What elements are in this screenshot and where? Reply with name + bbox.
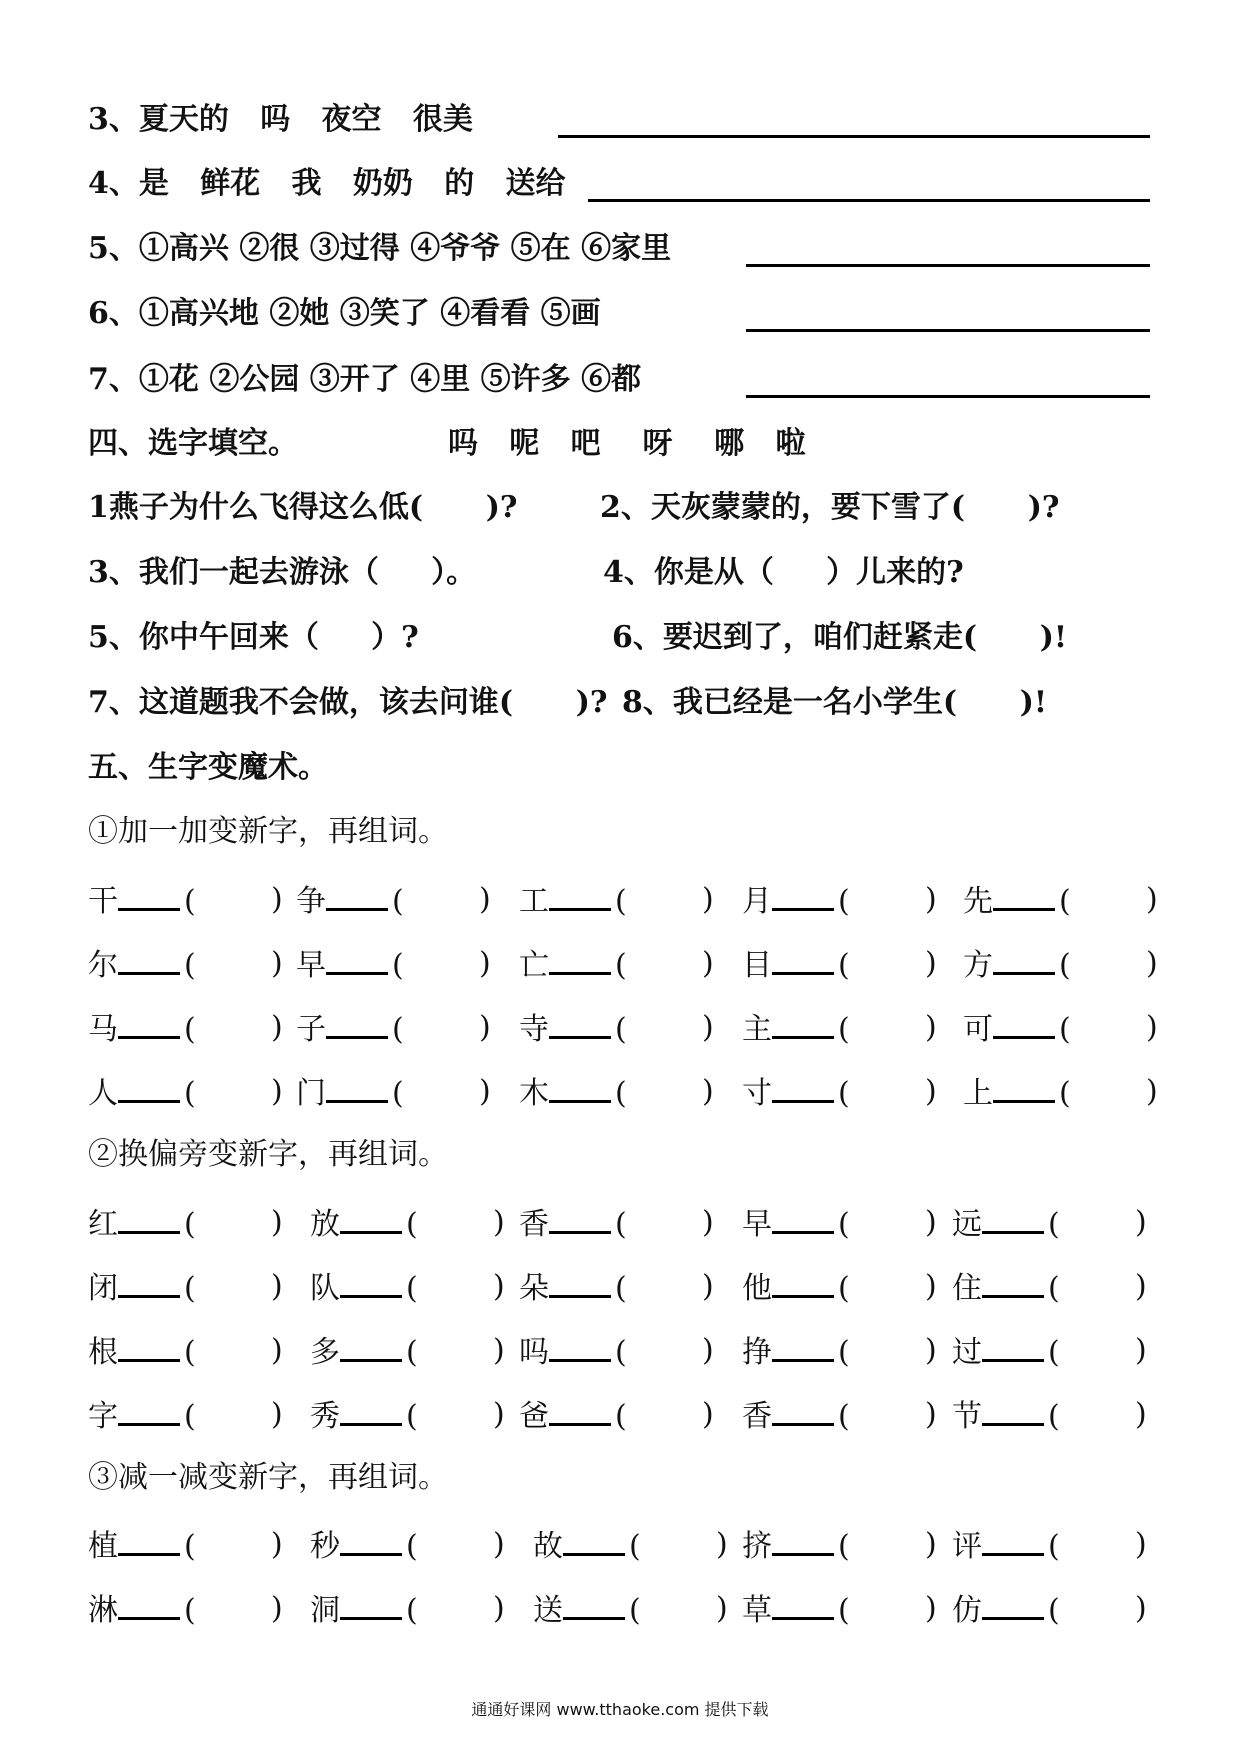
question-2: 2、天灰蒙蒙的，要下雪了( )? (600, 490, 1060, 525)
base-char: 字 (88, 1399, 118, 1434)
open-paren[interactable]: ( (629, 1593, 641, 1628)
base-char: 月 (742, 884, 772, 919)
char-blank[interactable] (993, 944, 1055, 975)
close-paren: ) (493, 1591, 505, 1626)
base-char: 工 (519, 884, 549, 919)
base-char: 先 (963, 884, 993, 919)
char-blank[interactable] (549, 1203, 611, 1234)
char-blank[interactable] (118, 1203, 180, 1234)
char-blank[interactable] (563, 1525, 625, 1556)
open-paren[interactable]: ( (838, 1593, 850, 1628)
char-cell (963, 1072, 1158, 1114)
char-cell (533, 1525, 728, 1567)
base-char: 香 (742, 1399, 772, 1434)
close-paren: ) (1146, 882, 1158, 917)
base-char: 多 (310, 1335, 340, 1370)
base-char: 可 (963, 1012, 993, 1047)
base-char: 目 (742, 948, 772, 983)
char-blank[interactable] (772, 880, 834, 911)
question-8: 8、我已经是一名小学生( )! (622, 685, 1048, 720)
char-cell (742, 1589, 937, 1631)
char-cell (742, 944, 937, 986)
char-cell (952, 1395, 1147, 1437)
open-paren[interactable]: ( (392, 1076, 404, 1111)
open-paren[interactable]: ( (615, 1207, 627, 1242)
char-cell (952, 1331, 1147, 1373)
char-cell (952, 1589, 1147, 1631)
open-paren[interactable]: ( (615, 948, 627, 983)
char-cell (742, 1203, 937, 1245)
char-cell (310, 1203, 505, 1245)
char-cell (742, 1267, 937, 1309)
base-char: 洞 (310, 1593, 340, 1628)
base-char: 寸 (742, 1076, 772, 1111)
char-blank[interactable] (549, 1008, 611, 1039)
close-paren: ) (716, 1527, 728, 1562)
open-paren[interactable]: ( (184, 1399, 196, 1434)
char-blank[interactable] (982, 1331, 1044, 1362)
question-1: 1燕子为什么飞得这么低( )? (88, 490, 518, 525)
char-blank[interactable] (982, 1267, 1044, 1298)
close-paren: ) (702, 1333, 714, 1368)
open-paren[interactable]: ( (184, 1012, 196, 1047)
char-cell (963, 944, 1158, 986)
subsection-title: ①加一加变新字，再组词。 (88, 814, 448, 849)
char-blank[interactable] (549, 1395, 611, 1426)
close-paren: ) (271, 1074, 283, 1109)
base-char: 木 (519, 1076, 549, 1111)
char-cell (88, 1267, 283, 1309)
char-cell (533, 1589, 728, 1631)
close-paren: ) (479, 1010, 491, 1045)
sentence-item: 3、夏天的 吗 夜空 很美 (88, 102, 473, 137)
base-char: 秒 (310, 1529, 340, 1564)
char-blank[interactable] (340, 1267, 402, 1298)
answer-line[interactable] (588, 199, 1150, 202)
open-paren[interactable]: ( (184, 1335, 196, 1370)
sentence-item: 4、是 鲜花 我 奶奶 的 送给 (88, 166, 566, 201)
char-blank[interactable] (982, 1203, 1044, 1234)
base-char: 寺 (519, 1012, 549, 1047)
open-paren[interactable]: ( (1048, 1593, 1060, 1628)
char-cell (296, 880, 491, 922)
base-char: 子 (296, 1012, 326, 1047)
close-paren: ) (271, 1010, 283, 1045)
char-cell (88, 1395, 283, 1437)
base-char: 挤 (742, 1529, 772, 1564)
char-blank[interactable] (993, 880, 1055, 911)
base-char: 门 (296, 1076, 326, 1111)
close-paren: ) (925, 1527, 937, 1562)
close-paren: ) (493, 1205, 505, 1240)
char-blank[interactable] (118, 1008, 180, 1039)
answer-line[interactable] (746, 395, 1150, 398)
close-paren: ) (716, 1591, 728, 1626)
char-blank[interactable] (993, 1072, 1055, 1103)
open-paren[interactable]: ( (615, 1399, 627, 1434)
close-paren: ) (702, 882, 714, 917)
open-paren[interactable]: ( (184, 1271, 196, 1306)
base-char: 送 (533, 1593, 563, 1628)
close-paren: ) (271, 1527, 283, 1562)
open-paren[interactable]: ( (838, 1271, 850, 1306)
char-blank[interactable] (772, 944, 834, 975)
footer-credit: 通通好课网 www.tthaoke.com 提供下载 (471, 1700, 769, 1719)
base-char: 上 (963, 1076, 993, 1111)
base-char: 故 (533, 1529, 563, 1564)
question-7: 7、这道题我不会做，该去问谁( )? (88, 685, 608, 720)
choice-words: 吗 呢 吧 呀 哪 啦 (448, 426, 806, 461)
base-char: 评 (952, 1529, 982, 1564)
char-cell (742, 1008, 937, 1050)
open-paren[interactable]: ( (406, 1529, 418, 1564)
char-cell (519, 1395, 714, 1437)
close-paren: ) (1146, 1074, 1158, 1109)
close-paren: ) (271, 1205, 283, 1240)
question-4: 4、你是从（ ）儿来的? (603, 555, 964, 590)
base-char: 爸 (519, 1399, 549, 1434)
base-char: 亡 (519, 948, 549, 983)
close-paren: ) (1146, 946, 1158, 981)
subsection-title: ②换偏旁变新字，再组词。 (88, 1137, 448, 1172)
open-paren[interactable]: ( (1048, 1271, 1060, 1306)
char-blank[interactable] (982, 1525, 1044, 1556)
char-blank[interactable] (772, 1589, 834, 1620)
section-title: 五、生字变魔术。 (88, 750, 328, 785)
open-paren[interactable]: ( (1059, 1012, 1071, 1047)
open-paren[interactable]: ( (838, 1399, 850, 1434)
close-paren: ) (925, 946, 937, 981)
open-paren[interactable]: ( (838, 1335, 850, 1370)
close-paren: ) (271, 1333, 283, 1368)
char-blank[interactable] (772, 1072, 834, 1103)
close-paren: ) (271, 1397, 283, 1432)
close-paren: ) (271, 1269, 283, 1304)
open-paren[interactable]: ( (406, 1593, 418, 1628)
base-char: 秀 (310, 1399, 340, 1434)
answer-line[interactable] (746, 264, 1150, 267)
char-cell (88, 1331, 283, 1373)
close-paren: ) (493, 1269, 505, 1304)
base-char: 红 (88, 1207, 118, 1242)
close-paren: ) (1146, 1010, 1158, 1045)
close-paren: ) (925, 1074, 937, 1109)
char-blank[interactable] (993, 1008, 1055, 1039)
base-char: 吗 (519, 1335, 549, 1370)
base-char: 他 (742, 1271, 772, 1306)
open-paren[interactable]: ( (184, 884, 196, 919)
char-blank[interactable] (326, 1008, 388, 1039)
char-cell (519, 1072, 714, 1114)
char-cell (519, 1203, 714, 1245)
base-char: 争 (296, 884, 326, 919)
close-paren: ) (702, 1397, 714, 1432)
char-cell (742, 1331, 937, 1373)
char-cell (88, 1203, 283, 1245)
base-char: 节 (952, 1399, 982, 1434)
close-paren: ) (1135, 1333, 1147, 1368)
close-paren: ) (493, 1397, 505, 1432)
base-char: 淋 (88, 1593, 118, 1628)
char-blank[interactable] (772, 1331, 834, 1362)
base-char: 挣 (742, 1335, 772, 1370)
char-blank[interactable] (340, 1589, 402, 1620)
char-cell (742, 880, 937, 922)
char-cell (88, 1589, 283, 1631)
char-blank[interactable] (563, 1589, 625, 1620)
open-paren[interactable]: ( (392, 884, 404, 919)
open-paren[interactable]: ( (1059, 1076, 1071, 1111)
open-paren[interactable]: ( (406, 1271, 418, 1306)
char-cell (519, 880, 714, 922)
char-blank[interactable] (340, 1331, 402, 1362)
close-paren: ) (1135, 1527, 1147, 1562)
open-paren[interactable]: ( (184, 1593, 196, 1628)
base-char: 干 (88, 884, 118, 919)
char-blank[interactable] (340, 1525, 402, 1556)
open-paren[interactable]: ( (838, 948, 850, 983)
close-paren: ) (925, 1205, 937, 1240)
close-paren: ) (493, 1527, 505, 1562)
char-blank[interactable] (340, 1203, 402, 1234)
char-cell (742, 1072, 937, 1114)
char-cell (963, 880, 1158, 922)
char-blank[interactable] (326, 1072, 388, 1103)
base-char: 植 (88, 1529, 118, 1564)
close-paren: ) (925, 1397, 937, 1432)
char-cell (952, 1525, 1147, 1567)
char-blank[interactable] (118, 1395, 180, 1426)
char-blank[interactable] (772, 1395, 834, 1426)
open-paren[interactable]: ( (615, 1076, 627, 1111)
base-char: 住 (952, 1271, 982, 1306)
char-blank[interactable] (118, 880, 180, 911)
char-blank[interactable] (118, 1589, 180, 1620)
base-char: 根 (88, 1335, 118, 1370)
char-blank[interactable] (549, 944, 611, 975)
open-paren[interactable]: ( (615, 1012, 627, 1047)
close-paren: ) (479, 946, 491, 981)
char-cell (88, 944, 283, 986)
open-paren[interactable]: ( (615, 1271, 627, 1306)
base-char: 主 (742, 1012, 772, 1047)
open-paren[interactable]: ( (392, 948, 404, 983)
char-blank[interactable] (549, 1072, 611, 1103)
open-paren[interactable]: ( (838, 1529, 850, 1564)
char-cell (310, 1331, 505, 1373)
char-cell (519, 1331, 714, 1373)
close-paren: ) (1135, 1269, 1147, 1304)
answer-line[interactable] (558, 135, 1150, 138)
question-5: 5、你中午回来（ ）? (88, 620, 419, 655)
open-paren[interactable]: ( (1048, 1399, 1060, 1434)
char-blank[interactable] (549, 880, 611, 911)
char-blank[interactable] (772, 1525, 834, 1556)
char-blank[interactable] (326, 880, 388, 911)
base-char: 早 (296, 948, 326, 983)
char-cell (310, 1267, 505, 1309)
open-paren[interactable]: ( (406, 1335, 418, 1370)
open-paren[interactable]: ( (838, 1076, 850, 1111)
char-cell (963, 1008, 1158, 1050)
open-paren[interactable]: ( (615, 1335, 627, 1370)
char-cell (296, 1072, 491, 1114)
base-char: 放 (310, 1207, 340, 1242)
base-char: 草 (742, 1593, 772, 1628)
close-paren: ) (1135, 1591, 1147, 1626)
sentence-item: 6、①高兴地 ②她 ③笑了 ④看看 ⑤画 (88, 296, 601, 331)
open-paren[interactable]: ( (406, 1399, 418, 1434)
close-paren: ) (925, 1269, 937, 1304)
char-blank[interactable] (982, 1589, 1044, 1620)
close-paren: ) (1135, 1205, 1147, 1240)
open-paren[interactable]: ( (1048, 1335, 1060, 1370)
char-blank[interactable] (118, 1267, 180, 1298)
answer-line[interactable] (746, 329, 1150, 332)
open-paren[interactable]: ( (1059, 884, 1071, 919)
subsection-title: ③减一减变新字，再组词。 (88, 1460, 448, 1495)
char-blank[interactable] (772, 1267, 834, 1298)
open-paren[interactable]: ( (1059, 948, 1071, 983)
char-cell (742, 1395, 937, 1437)
close-paren: ) (1135, 1397, 1147, 1432)
char-blank[interactable] (772, 1008, 834, 1039)
base-char: 人 (88, 1076, 118, 1111)
close-paren: ) (271, 1591, 283, 1626)
open-paren[interactable]: ( (392, 1012, 404, 1047)
char-blank[interactable] (549, 1267, 611, 1298)
base-char: 朵 (519, 1271, 549, 1306)
base-char: 马 (88, 1012, 118, 1047)
char-cell (296, 944, 491, 986)
char-cell (519, 944, 714, 986)
close-paren: ) (702, 1269, 714, 1304)
close-paren: ) (925, 882, 937, 917)
base-char: 尔 (88, 948, 118, 983)
close-paren: ) (702, 1205, 714, 1240)
close-paren: ) (702, 1074, 714, 1109)
char-cell (310, 1395, 505, 1437)
close-paren: ) (925, 1333, 937, 1368)
char-blank[interactable] (340, 1395, 402, 1426)
char-blank[interactable] (326, 944, 388, 975)
char-blank[interactable] (549, 1331, 611, 1362)
base-char: 方 (963, 948, 993, 983)
char-cell (952, 1203, 1147, 1245)
sentence-item: 5、①高兴 ②很 ③过得 ④爷爷 ⑤在 ⑥家里 (88, 231, 672, 266)
char-blank[interactable] (118, 1331, 180, 1362)
open-paren[interactable]: ( (406, 1207, 418, 1242)
char-cell (310, 1525, 505, 1567)
open-paren[interactable]: ( (1048, 1207, 1060, 1242)
char-blank[interactable] (118, 1072, 180, 1103)
base-char: 香 (519, 1207, 549, 1242)
close-paren: ) (702, 946, 714, 981)
base-char: 闭 (88, 1271, 118, 1306)
close-paren: ) (479, 1074, 491, 1109)
close-paren: ) (925, 1010, 937, 1045)
base-char: 远 (952, 1207, 982, 1242)
close-paren: ) (479, 882, 491, 917)
base-char: 仿 (952, 1593, 982, 1628)
close-paren: ) (702, 1010, 714, 1045)
question-3: 3、我们一起去游泳（ ）。 (88, 555, 477, 590)
char-blank[interactable] (118, 1525, 180, 1556)
section-title: 四、选字填空。 (88, 426, 298, 461)
close-paren: ) (271, 946, 283, 981)
char-cell (952, 1267, 1147, 1309)
sentence-item: 7、①花 ②公园 ③开了 ④里 ⑤许多 ⑥都 (88, 362, 642, 397)
open-paren[interactable]: ( (838, 1207, 850, 1242)
base-char: 队 (310, 1271, 340, 1306)
base-char: 过 (952, 1335, 982, 1370)
open-paren[interactable]: ( (629, 1529, 641, 1564)
open-paren[interactable]: ( (184, 948, 196, 983)
char-cell (88, 1525, 283, 1567)
question-6: 6、要迟到了，咱们赶紧走( )! (612, 620, 1068, 655)
open-paren[interactable]: ( (1048, 1529, 1060, 1564)
close-paren: ) (925, 1591, 937, 1626)
char-cell (742, 1525, 937, 1567)
char-cell (88, 1008, 283, 1050)
open-paren[interactable]: ( (838, 884, 850, 919)
char-cell (519, 1267, 714, 1309)
close-paren: ) (271, 882, 283, 917)
close-paren: ) (493, 1333, 505, 1368)
base-char: 早 (742, 1207, 772, 1242)
char-cell (310, 1589, 505, 1631)
open-paren[interactable]: ( (615, 884, 627, 919)
char-blank[interactable] (118, 944, 180, 975)
char-cell (88, 880, 283, 922)
open-paren[interactable]: ( (838, 1012, 850, 1047)
char-cell (88, 1072, 283, 1114)
open-paren[interactable]: ( (184, 1529, 196, 1564)
char-cell (296, 1008, 491, 1050)
open-paren[interactable]: ( (184, 1076, 196, 1111)
open-paren[interactable]: ( (184, 1207, 196, 1242)
char-blank[interactable] (982, 1395, 1044, 1426)
char-blank[interactable] (772, 1203, 834, 1234)
char-cell (519, 1008, 714, 1050)
